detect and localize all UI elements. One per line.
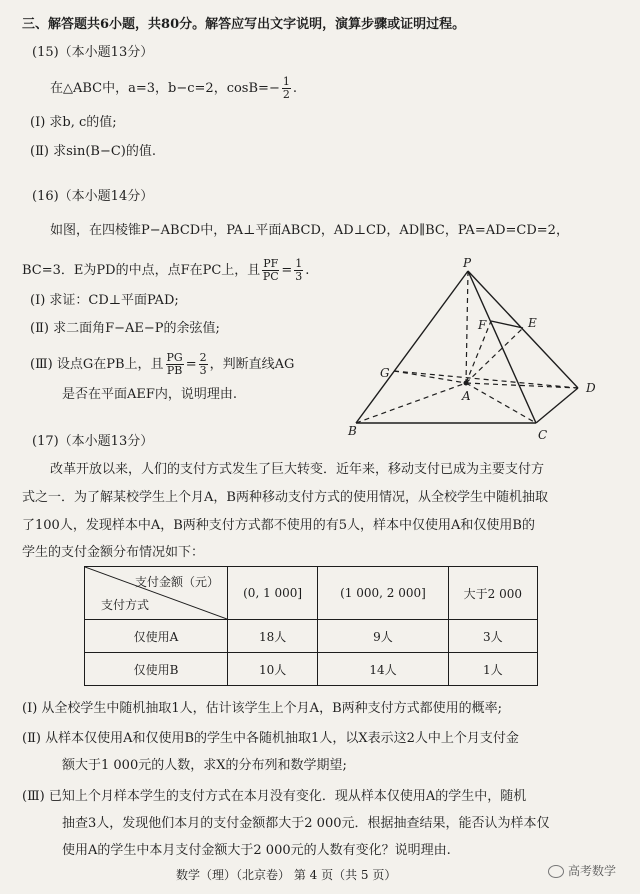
q16-pb: PB bbox=[166, 364, 183, 377]
q16-part1: (Ⅰ) 求证：CD⊥平面PAD; bbox=[30, 293, 179, 308]
q15-stem bbox=[50, 76, 297, 101]
q16-val-num: 1 bbox=[295, 257, 303, 270]
q17-part3-line2: 抽查3人，发现他们本月的支付金额都大于2 000元．根据抽查结果，能否认为样本仅 bbox=[62, 816, 550, 831]
q16-part3-prefix: (Ⅲ) 设点G在PB上，且 bbox=[30, 357, 164, 372]
label-e: E bbox=[528, 316, 537, 330]
q16-part3-suffix: ，判断直线AG bbox=[209, 357, 295, 372]
q17-part2-line1: (Ⅱ) 从样本仅使用A和仅使用B的学生中各随机抽取1人，以X表示这2人中上个月支付金 bbox=[22, 731, 519, 746]
table-cell: 18人 bbox=[228, 620, 318, 653]
pyramid-figure bbox=[346, 255, 606, 450]
q15-heading: (15)（本小题13分） bbox=[32, 45, 154, 60]
table-header-row bbox=[85, 567, 538, 620]
section-header: 三、解答题共6小题，共80分。解答应写出文字说明，演算步骤或证明过程。 bbox=[22, 17, 466, 32]
q16-part3 bbox=[30, 352, 294, 377]
q17-para-line3: 了100人，发现样本中A，B两种支付方式都不使用的有5人，样本中仅使用A和仅使用B的 bbox=[22, 518, 535, 533]
q16-stem-line1: 如图，在四棱锥P−ABCD中，PA⊥平面ABCD，AD⊥CD，AD∥BC，PA=AD=CD=2， bbox=[50, 223, 569, 238]
q16-stem-line2 bbox=[22, 258, 309, 283]
table-cell: 10人 bbox=[228, 653, 318, 686]
q16-pg-pb-fraction bbox=[166, 352, 184, 377]
page-footer: 数学（理）（北京卷） 第 4 页（共 5 页） bbox=[176, 868, 397, 882]
q16-stem-end: . bbox=[305, 263, 310, 278]
q16-part3-line2: 是否在平面AEF内，说明理由. bbox=[62, 387, 238, 402]
label-p: P bbox=[463, 256, 472, 270]
label-f: F bbox=[478, 318, 487, 332]
q15-fraction bbox=[282, 76, 291, 101]
point-a-dot bbox=[464, 381, 469, 386]
column-header: 大于2 000 bbox=[448, 567, 537, 620]
q16-frac-num: PF bbox=[263, 257, 279, 270]
label-a: A bbox=[462, 389, 471, 403]
q15-frac-num: 1 bbox=[282, 75, 290, 88]
wechat-icon bbox=[548, 865, 564, 878]
q15-stem-suffix: . bbox=[292, 81, 297, 96]
q17-para-line1: 改革开放以来，人们的支付方式发生了巨大转变．近年来，移动支付已成为主要支付方 bbox=[50, 462, 545, 477]
q16-heading: (16)（本小题14分） bbox=[32, 189, 154, 204]
table-corner-cell bbox=[85, 567, 228, 620]
q17-part3-line3: 使用A的学生中本月支付金额大于2 000元的人数有变化？说明理由. bbox=[62, 843, 451, 858]
table-cell: 1人 bbox=[448, 653, 537, 686]
q17-part1: (Ⅰ) 从全校学生中随机抽取1人，估计该学生上个月A，B两种支付方式都使用的概率; bbox=[22, 701, 503, 716]
q16-part3-val-den: 3 bbox=[199, 364, 207, 377]
q17-para-line4: 学生的支付金额分布情况如下： bbox=[22, 545, 205, 560]
table-cell: 9人 bbox=[318, 620, 448, 653]
q15-frac-sign: − bbox=[268, 81, 280, 96]
label-d: D bbox=[586, 381, 596, 395]
row-label: 仅使用A bbox=[85, 620, 228, 653]
q16-val-den: 3 bbox=[295, 270, 303, 283]
corner-top-label: 支付金额（元） bbox=[134, 575, 219, 589]
q16-part3-value-fraction bbox=[199, 352, 208, 377]
label-b: B bbox=[348, 424, 357, 438]
payment-table bbox=[84, 566, 538, 686]
q15-part1: (Ⅰ) 求b, c的值; bbox=[30, 115, 117, 130]
q17-heading: (17)（本小题13分） bbox=[32, 434, 154, 449]
q15-stem-prefix: 在△ABC中，a=3，b−c=2，cosB= bbox=[50, 81, 269, 96]
table-row bbox=[85, 653, 538, 686]
q16-value-fraction bbox=[294, 258, 303, 283]
column-header: (1 000, 2 000] bbox=[318, 567, 448, 620]
watermark-text: 高考数学 bbox=[568, 864, 617, 878]
q16-pf-pc-fraction bbox=[262, 258, 279, 283]
q16-eq: = bbox=[281, 263, 293, 278]
row-label: 仅使用B bbox=[85, 653, 228, 686]
q16-part3-eq: = bbox=[185, 357, 197, 372]
q16-part3-val-num: 2 bbox=[199, 351, 207, 364]
corner-bottom-label: 支付方式 bbox=[101, 598, 150, 612]
label-g: G bbox=[380, 366, 390, 380]
table-cell: 14人 bbox=[318, 653, 448, 686]
q16-pg: PG bbox=[166, 351, 183, 364]
q16-frac-den: PC bbox=[262, 270, 279, 283]
q16-stem-line2-prefix: BC=3．E为PD的中点，点F在PC上，且 bbox=[22, 263, 261, 278]
table-row bbox=[85, 620, 538, 653]
q15-frac-den: 2 bbox=[282, 88, 290, 101]
q17-part2-line2: 额大于1 000元的人数，求X的分布列和数学期望; bbox=[62, 758, 347, 773]
q15-part2: (Ⅱ) 求sin(B−C)的值. bbox=[30, 144, 156, 159]
watermark bbox=[548, 862, 616, 880]
column-header: (0, 1 000] bbox=[228, 567, 318, 620]
label-c: C bbox=[538, 428, 548, 442]
q17-para-line2: 式之一．为了解某校学生上个月A，B两种移动支付方式的使用情况，从全校学生中随机抽取 bbox=[22, 490, 548, 505]
q17-part3-line1: (Ⅲ) 已知上个月样本学生的支付方式在本月没有变化．现从样本仅使用A的学生中，随机 bbox=[22, 789, 527, 804]
table-cell: 3人 bbox=[448, 620, 537, 653]
q16-part2: (Ⅱ) 求二面角F−AE−P的余弦值; bbox=[30, 321, 220, 336]
